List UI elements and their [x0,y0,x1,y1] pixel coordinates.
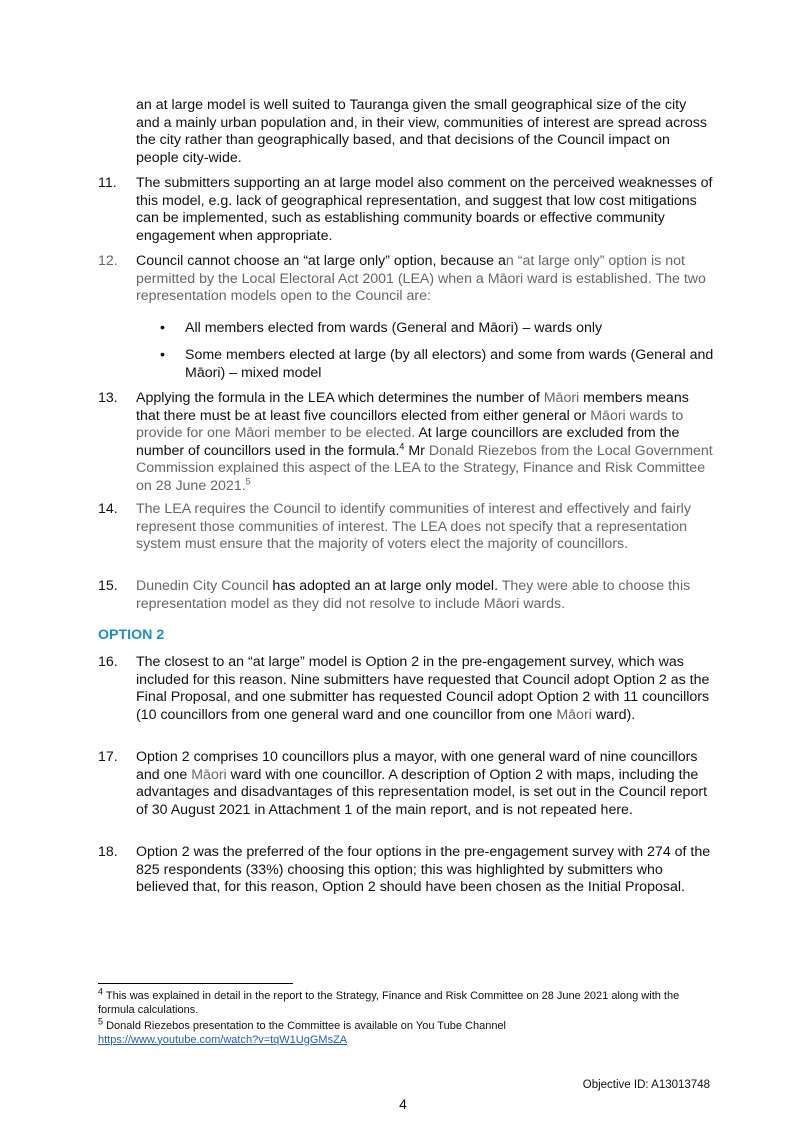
footnote-4: $^4$ This was explained in detail in the report to the Strategy, Finance and Risk Committee on 28 June 2021 along with the formula calculations. [98,986,680,1016]
bullet-icon: • [160,347,165,363]
paragraph-text: Applying the formula in the LEA which determines the number of Māori members means that there must be at least five councillors elected from either general or Māori wards to provide for one Māori member to be elected. At large councillors are excluded from the number of councillors used in the formula.$^4$ Mr Donald Riezebos from the Local Government Commission explained this aspect of the LEA to the Strategy, Finance and Risk Committee on 28 June 2021.$^5$ [136,390,713,494]
footnote-5: $^5$ Donald Riezebos presentation to the Committee is available on You Tube Channel https://www.youtube.com/watch?v=tqW1UgGMsZA [98,1016,506,1046]
paragraph-continuation: an at large model is well suited to Tauranga given the small geographical size of the city and a mainly urban population and, in their view, communities of interest are spread across the city rather than geographically based, and that decisions of the Council impact on people city-wide. [136,97,707,166]
objective-id: Objective ID: A13013748 [582,1079,710,1091]
paragraph-11 [98,175,713,245]
bullet-icon: • [160,320,165,336]
paragraph-number: 17. [98,749,118,765]
footnote-ref[interactable]: 5 [245,476,251,487]
bullet-item: • All members elected from wards (General and Māori) – wards only [160,320,603,336]
footnote-divider [98,983,293,984]
paragraph-text: Option 2 comprises 10 councillors plus a mayor, with one general ward of nine councillors and one Māori ward with one councillor. A description of Option 2 with maps, including the advantages and disadvantages of this representation model, is set out in the Council report of 30 August 2021 in Attachment 1 of the main report, and is not repeated here. [136,749,708,818]
paragraph-number: 13. [98,390,118,406]
page-number: 4 [399,1096,407,1112]
footnote-mark: 5 [98,1016,104,1027]
paragraph-13 [98,390,713,496]
paragraph-18 [98,844,713,897]
paragraph-number: 16. [98,654,118,670]
paragraph-text: Option 2 was the preferred of the four options in the pre-engagement survey with 274 of the 825 respondents (33%) choosing this option; this was highlighted by submitters who believed that, for this reason, Option 2 should have been chosen as the Initial Proposal. [136,844,711,896]
paragraph-text: The LEA requires the Council to identify communities of interest and effectively and fairly represent those communities of interest. The LEA does not specify that a representation system must ensure that the majority of voters elect the majority of councillors. [136,501,691,553]
paragraph-number: 18. [98,844,118,860]
section-heading: OPTION 2 [98,627,165,643]
paragraph-text: The submitters supporting an at large model also comment on the perceived weaknesses of this model, e.g. lack of geographical representation, and suggest that low cost mitigations can be implemented, such as establishing community boards or effective community engagement when appropriate. [136,175,713,244]
paragraph-number: 11. [98,175,117,191]
paragraph-number: 14. [98,501,118,517]
footnote-ref[interactable]: 4 [399,441,405,452]
paragraph-text: Dunedin City Council has adopted an at large only model. They were able to choose this representation model as they did not resolve to include Māori wards. [136,578,691,612]
paragraph-15 [98,578,713,613]
bullet-item: • Some members elected at large (by all electors) and some from wards (General and Māori) – mixed model [160,347,714,381]
paragraph-12 [98,253,713,306]
paragraph-number: 15. [98,578,118,594]
paragraph-16 [98,654,713,724]
paragraph-text: Council cannot choose an “at large only” option, because an “at large only” option is not permitted by the Local Electoral Act 2001 (LEA) when a Māori ward is established. The two representation models open to the Council are: [136,253,706,305]
paragraph-text: The closest to an “at large” model is Option 2 in the pre-engagement survey, which was included for this reason. Nine submitters have requested that Council adopt Option 2 as the Final Proposal, and one submitter has requested Council adopt Option 2 with 11 councillors (10 councillors from one general ward and one councillor from one Māori ward). [136,654,710,723]
paragraph-number: 12. [98,253,118,269]
paragraph-17 [98,749,713,819]
paragraph-14 [98,501,713,554]
youtube-link[interactable]: https://www.youtube.com/watch?v=tqW1UgGMsZA [98,1033,348,1046]
footnote-mark: 4 [98,986,104,997]
